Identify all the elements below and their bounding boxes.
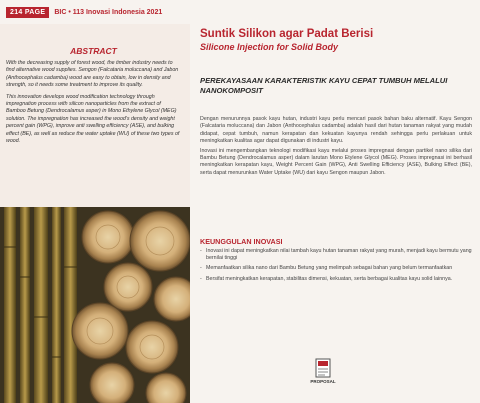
bamboo-logs-illustration [0,207,190,403]
page-subtitle: Silicone Injection for Solid Body [200,42,339,52]
list-item: - Bersifat meningkatkan kerapatan, stabilitas dimensi, kekuatan, serta berbagai kualitas kayu solid lainnya. [200,276,472,283]
body-paragraph: Dengan menurunnya pasok kayu hutan, industri kayu perlu mencari pasok bahan baku alternatif. Kayu Sengon (Falcataria moluccana) dan Jabon (Anthocephalus cadamba) adalah hasil dari hutan tanaman rakyat yang mudah didapat, cepat tumbuh, namun kerapatan dan kekuatan kayunya rendah sehingga perlu perlakuan untuk meningkatkan kualitas agar dapat digunakan di industri kayu. [200,116,472,145]
advantages-list [200,248,472,286]
proposal-badge [308,358,338,384]
publication-title: BIC • 113 Inovasi Indonesia 2021 [54,8,163,16]
list-item: - Inovasi ini dapat meningkatkan nilai tambah kayu hutan tanaman rakyat yang murah, menjadi kayu bermutu yang bernilai tinggi [200,248,472,262]
page-number-badge: 214 PAGE [6,7,49,18]
abstract-paragraph: This innovation develops wood modification technology through impregnation process with silicon nanoparticles from the extract of Bamboo Betung (Dendrocalamus asper) in Mono Ethylene Glycol (MEG) solution. The impregnation has increased the wood's density and weight percent gain (WPG), improve anti swelling efficiency (ASE), and bulking effect (BE), as well as reduce the water uptake (WU) of these two types of wood. [6,93,180,145]
proposal-label: PROPOSAL [310,379,336,384]
proposal-document-icon [315,358,331,378]
advantages-heading: KEUNGGULAN INOVASI [200,237,283,246]
bamboo-logs-photo [0,207,190,403]
section-heading: PEREKAYASAAN KARAKTERISTIK KAYU CEPAT TUMBUH MELALUI NANOKOMPOSIT [200,76,448,95]
right-column [190,24,480,403]
list-item: - Memanfaatkan silika nano dari Bambu Betung yang melimpah sebagai bahan yang belum termanfaatkan [200,265,472,272]
abstract-title: ABSTRACT [70,46,117,56]
body-paragraph: Inovasi ini mengembangkan teknologi modifikasi kayu melalui proses impregnasi dengan partikel nano silika dari Bambu Betung (Dendrocalamus asper) dalam larutan Mono Etylene Glycol (MEG). Proses impregnasi ini berhasil meningkatkan kerapatan kayu, Weight Percent Gain (WPG), Anti Swelling Efficiency (ASE), Bulking Effect (BE), serta dapat menurunkan Water Uptake (WU) dari kayu Sengon maupun Jabon. [200,147,472,176]
body-text [200,116,472,179]
abstract-section [6,46,181,149]
page-title: Suntik Silikon agar Padat Berisi [200,28,374,40]
page-header [0,0,480,24]
abstract-paragraph: With the decreasing supply of forest wood, the timber industry needs to find alternative wood supplies. Sengon (Falcataria moluccana) and Jabon (Anthocephalus cadamba) wood are easy to obtain, low in density and strength, so it needs some treatment to improve its quality. [6,60,179,89]
